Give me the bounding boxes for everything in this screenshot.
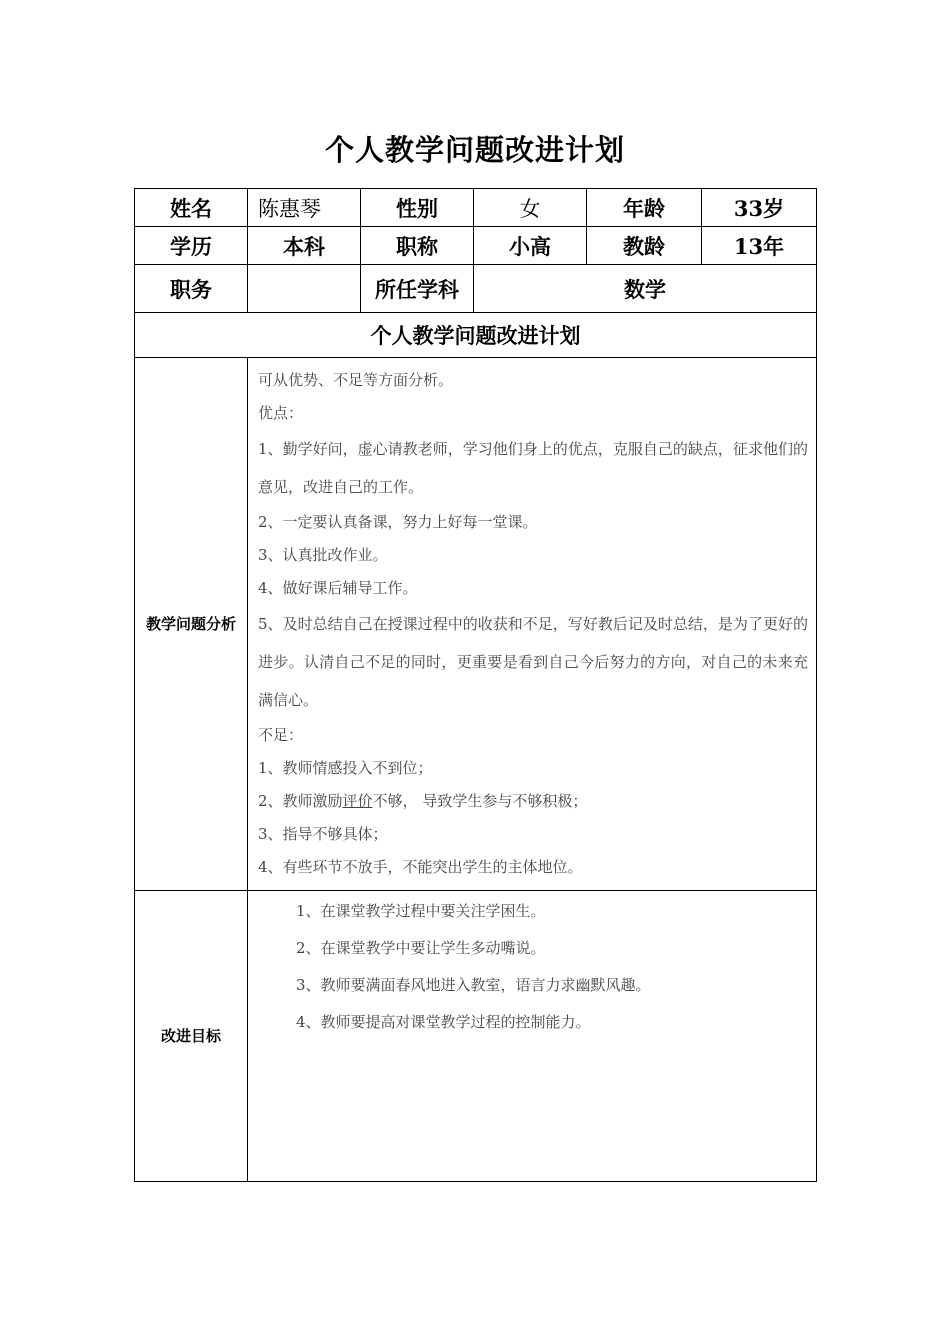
strength-item: 3、认真批改作业。 [258,546,388,564]
goals-content [248,891,817,1182]
age-label: 年龄 [587,189,702,227]
info-row-1 [135,189,817,227]
name-value: 陈惠琴 [248,189,361,227]
goal-item: 3、教师要满面春风地进入教室，语言力求幽默风趣。 [296,976,651,994]
rank-value: 小高 [474,227,587,265]
teaching-years-label: 教龄 [587,227,702,265]
info-row-2 [135,227,817,265]
strength-item: 1、勤学好问，虚心请教老师，学习他们身上的优点，克服自己的缺点，征求他们的意见，改进自己的工作。 [258,440,808,496]
weakness-item: 1、教师情感投入不到位； [258,759,433,777]
analysis-label: 教学问题分析 [135,358,248,891]
section-title-row [135,313,817,358]
subject-value: 数学 [474,265,817,313]
teaching-years-value: 13年 [702,227,817,265]
weakness-2-prefix: 2、教师激励 [258,792,343,810]
strength-item: 4、做好课后辅导工作。 [258,579,418,597]
analysis-intro: 可从优势、不足等方面分析。 [258,371,454,389]
goal-item: 1、在课堂教学过程中要关注学困生。 [296,902,546,920]
weaknesses-heading: 不足： [258,726,304,744]
gender-value: 女 [474,189,587,227]
strength-item: 2、一定要认真备课，努力上好每一堂课。 [258,513,538,531]
goal-item: 2、在课堂教学中要让学生多动嘴说。 [296,939,546,957]
section-title: 个人教学问题改进计划 [135,313,817,358]
position-label: 职务 [135,265,248,313]
weakness-2-suffix: 不够， 导致学生参与不够积极； [372,792,588,810]
position-value [248,265,361,313]
weakness-item: 4、有些环节不放手，不能突出学生的主体地位。 [258,858,583,876]
subject-label: 所任学科 [361,265,474,313]
strength-item: 5、及时总结自己在授课过程中的收获和不足，写好教后记及时总结，是为了更好的进步。认清自己不足的同时，更重要是看到自己今后努力的方向，对自己的未来充满信心。 [258,615,808,709]
gender-label: 性别 [361,189,474,227]
goals-row [135,891,817,1182]
weakness-item [258,785,808,818]
info-row-3 [135,265,817,313]
goals-label: 改进目标 [135,891,248,1182]
weakness-item: 3、指导不够具体； [258,825,388,843]
rank-label: 职称 [361,227,474,265]
age-value: 33岁 [702,189,817,227]
plan-table [134,188,817,1182]
document-title: 个人教学问题改进计划 [324,133,625,167]
name-label: 姓名 [135,189,248,227]
weakness-2-underlined: 评价 [342,792,373,810]
analysis-row [135,358,817,891]
education-label: 学历 [135,227,248,265]
goal-item: 4、教师要提高对课堂教学过程的控制能力。 [296,1013,591,1031]
analysis-content [248,358,817,891]
strengths-heading: 优点： [258,404,304,422]
education-value: 本科 [248,227,361,265]
